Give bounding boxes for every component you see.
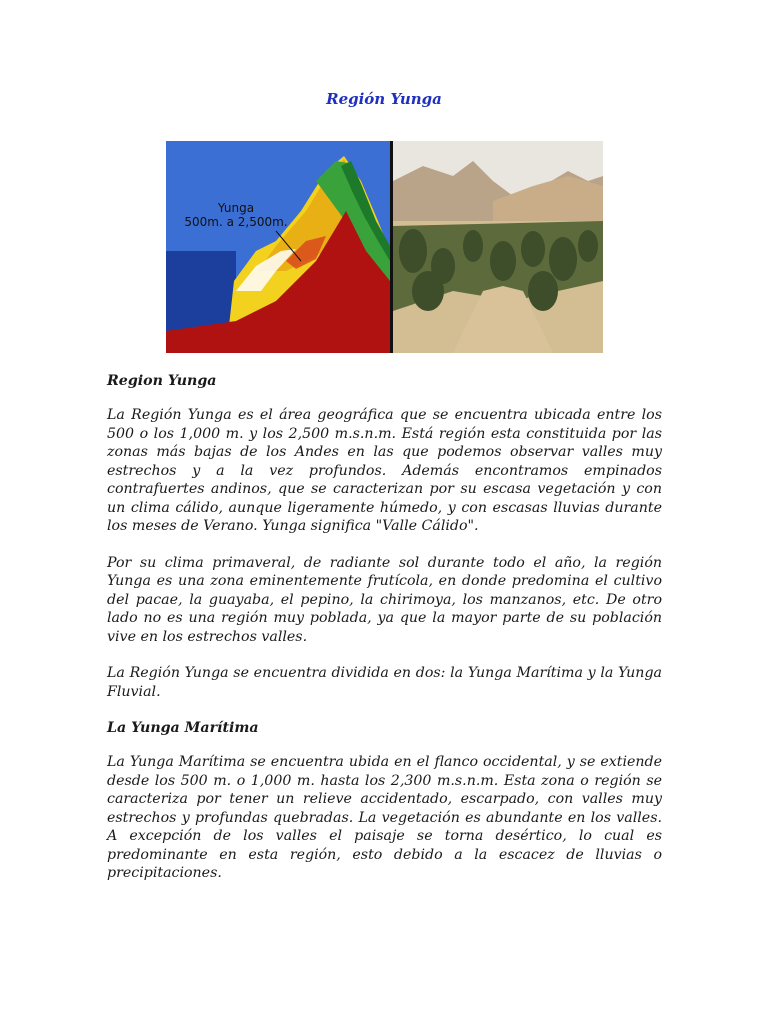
paragraph-division: La Región Yunga se encuentra dividida en dos: la Yunga Marítima y la Yunga Fluvial. [107,665,662,700]
yunga-figure [166,141,603,353]
yunga-altitude-label [176,201,296,229]
paragraph-definition: La Región Yunga es el área geográfica que se encuentra ubicada entre los 500 o los 1,000 m. y los 2,500 m.s.n.m. Está región esta constituida por las zonas más bajas de los Andes en las que podemos observar valles muy estrechos y a la vez profundos. Además encontramos empinados contrafuertes andinos, que se caracterizan por su escasa vegetación y con un clima cálido, aunque ligeramente húmedo, y con escasas lluvias durante los meses de Verano. Yunga significa "Valle Cálido". [107,407,662,534]
paragraph-climate: Por su clima primaveral, de radiante sol durante todo el año, la región Yunga es una zona eminentemente frutícola, en donde predomina el cultivo del pacae, la guayaba, el pepino, la chirimoya, los manzanos, etc. De otro lado no es una región muy poblada, ya que la mayor parte de su población vive en los estrechos valles. [107,554,662,645]
section-heading-yunga-maritima: La Yunga Marítima [107,720,259,736]
cactus-landscape-photo [393,141,603,353]
article-body [107,372,662,901]
andes-profile-diagram [166,141,390,353]
desert-valley-illustration [393,141,603,353]
page-title: Región Yunga [326,90,442,108]
yunga-diagram [166,141,390,353]
yunga-label-line1: Yunga [217,201,255,215]
section-heading-region-yunga: Region Yunga [107,373,217,389]
paragraph-yunga-maritima: La Yunga Marítima se encuentra ubida en el flanco occidental, y se extiende desde los 500 m. o 1,000 m. hasta los 2,300 m.s.n.m. Esta zona o región se caracteriza por tener un relieve accidentado, escarpado, con valles muy estrechos y profundas quebradas. La vegetación es abundante en los valles. A excepción de los valles el paisaje se torna desértico, lo cual es predominante en esta región, esto debido a la escacez de lluvias o precipitaciones. [107,754,662,881]
yunga-label-line2: 500m. a 2,500m. [184,215,288,229]
